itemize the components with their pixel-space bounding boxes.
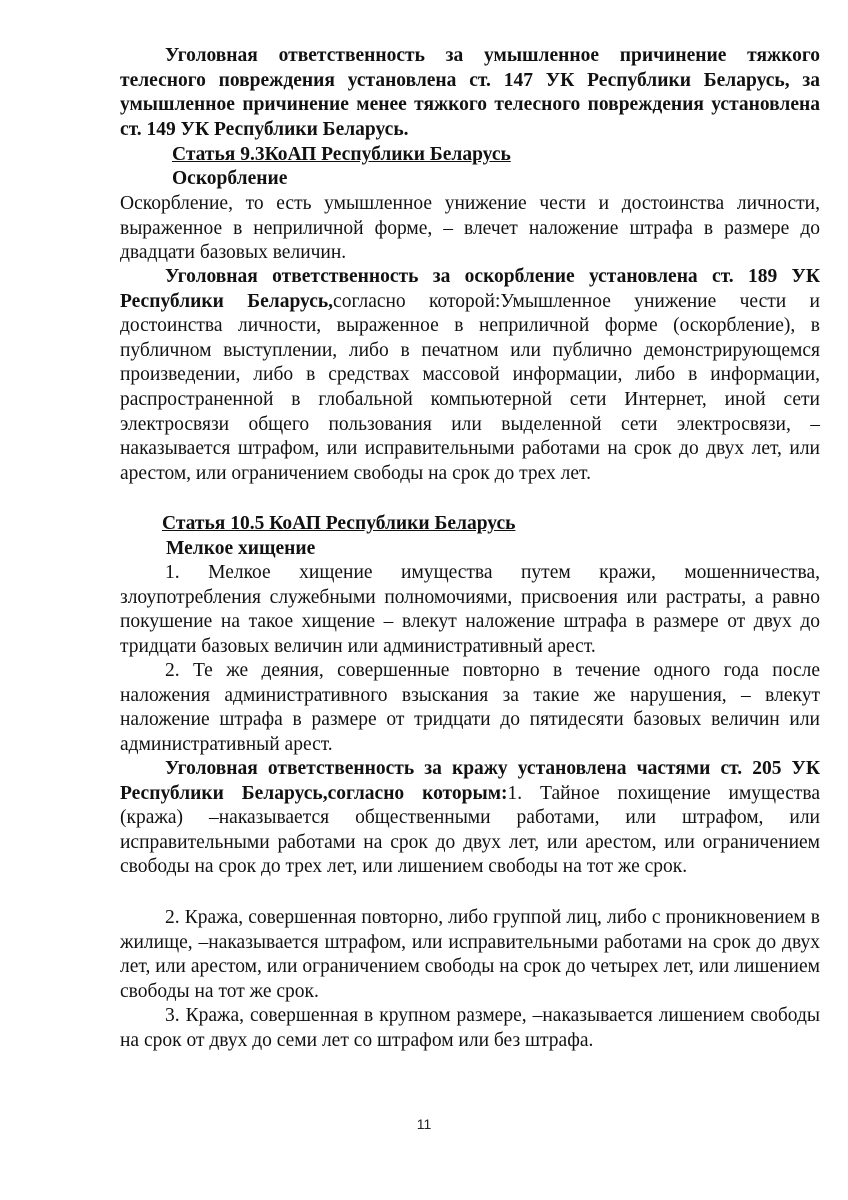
- paragraph-text: Уголовная ответственность за умышленное причинение тяжкого телесного повреждения установлена ст. 147 УК Республики Беларусь, за умышленное причинение менее тяжкого телесного повреждения установлена ст. 149 УК Республики Беларусь.: [120, 45, 820, 140]
- article-9-3-title: Статья 9.3КоАП Республики Беларусь: [172, 144, 511, 165]
- criminal-liability-insult: [120, 265, 820, 486]
- article-10-5-title: Статья 10.5 КоАП Республики Беларусь: [162, 513, 516, 534]
- article-205-item-2: 2. Кража, совершенная повторно, либо группой лиц, либо с проникновением в жилище, –наказывается штрафом, или исправительными работами на срок до двух лет, или арестом, или ограничением свободы на срок до четырех лет, или лишением свободы на тот же срок.: [120, 907, 820, 1002]
- petty-theft-heading: Мелкое хищение: [166, 538, 316, 559]
- criminal-liability-theft: [120, 757, 820, 880]
- article-10-5-item-2: 2. Те же деяния, совершенные повторно в течение одного года после наложения административного взыскания за такие же нарушения, – влекут наложение штрафа в размере от тридцати до пятидесяти базовых величин или административный арест.: [120, 660, 820, 755]
- page-number: 11: [416, 1116, 432, 1132]
- article-205-item-3: 3. Кража, совершенная в крупном размере, –наказывается лишением свободы на срок от двух до семи лет со штрафом или без штрафа.: [120, 1005, 820, 1051]
- paragraph-text: 1. Тайное похищение имущества (кража) –наказывается общественными работами, или штрафом, или исправительными работами на срок до двух лет, или арестом, или ограничением свободы на срок до трех лет, или лишением свободы на тот же срок.: [120, 782, 820, 878]
- paragraph-bold-lead: Уголовная ответственность за кражу установлена частями ст. 205 УК Республики Беларусь,согласно которым:: [120, 758, 820, 804]
- criminal-liability-bodily-harm: [120, 44, 820, 142]
- article-10-5-item-1: 1. Мелкое хищение имущества путем кражи, мошенничества, злоупотребления служебными полномочиями, присвоения или растраты, а равно покушение на такое хищение – влекут наложение штрафа в размере от двух до тридцати базовых величин или административный арест.: [120, 562, 820, 657]
- paragraph-text: согласно которой:Умышленное унижение чести и достоинства личности, выраженное в неприличной форме (оскорбление), в публичном выступлении, либо в печатном или публично демонстрирующемся произведении, либо в средствах массовой информации, либо в информации, распространенной в глобальной компьютерной сети Интернет, иной сети электросвязи общего пользования или выделенной сети электросвязи, –наказывается штрафом, или исправительными работами на срок до двух лет, или арестом, или ограничением свободы на срок до трех лет.: [120, 290, 820, 484]
- paragraph-bold-lead: Уголовная ответственность за оскорбление установлена ст. 189 УК Республики Беларусь,: [120, 266, 820, 312]
- article-9-3-text: Оскорбление, то есть умышленное унижение чести и достоинства личности, выраженное в неприличной форме, – влечет наложение штрафа в размере до двадцати базовых величин.: [120, 193, 820, 264]
- insult-heading: Оскорбление: [172, 168, 288, 189]
